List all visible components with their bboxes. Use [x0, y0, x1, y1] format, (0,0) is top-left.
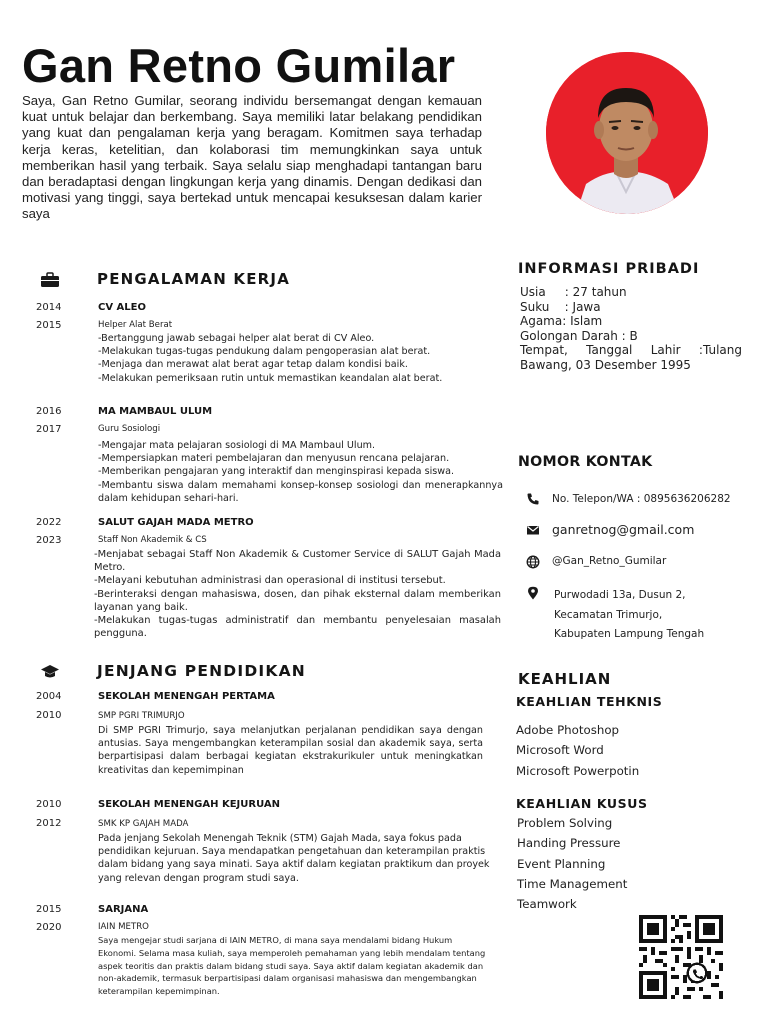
job-duty: -Mengajar mata pelajaran sosiologi di MA Mambaul Ulum.: [98, 440, 376, 451]
job-role: Guru Sosiologi: [98, 424, 161, 434]
info-birth: Tempat, Tanggal Lahir :Tulang Bawang, 03 Desember 1995: [520, 343, 742, 372]
edu-start-year: 2010: [36, 799, 62, 810]
skill-item: Microsoft Word: [516, 743, 604, 758]
job-end-year: 2017: [36, 424, 62, 435]
location-pin-icon: [526, 586, 540, 600]
globe-icon: [526, 555, 540, 569]
education-title: JENJANG PENDIDIKAN: [97, 662, 306, 680]
edu-end-year: 2010: [36, 710, 62, 721]
personal-info: [520, 285, 742, 373]
technical-skills-list: [516, 720, 639, 781]
address-line: Kabupaten Lampung Tengah: [554, 628, 705, 640]
job-duty: -Berinteraksi dengan mahasiswa, dosen, dan pihak eksternal dalam memberikan layanan yang baik.: [94, 588, 501, 613]
edu-start-year: 2015: [36, 904, 62, 915]
skill-item: Microsoft Powerpotin: [516, 763, 640, 778]
job-role: Helper Alat Berat: [98, 320, 173, 330]
skill-item: Event Planning: [517, 856, 606, 871]
skill-item: Problem Solving: [517, 816, 613, 830]
special-skills-title: KEAHLIAN KUSUS: [516, 796, 648, 811]
job-duties: [94, 548, 501, 640]
graduation-cap-icon: [40, 664, 60, 680]
job-duty: -Memberikan pengajaran yang interaktif dan menginspirasi kepada siswa.: [98, 466, 455, 478]
job-end-year: 2023: [36, 535, 62, 546]
skill-item: Handing Pressure: [517, 836, 621, 851]
special-skills-list: [517, 813, 627, 914]
job-duty: -Melakukan tugas-tugas pendukung dalam pengoperasian alat berat.: [98, 346, 431, 358]
job-organization: SALUT GAJAH MADA METRO: [98, 517, 254, 528]
email-icon: [526, 523, 540, 537]
info-ethnicity: Suku : Jawa: [520, 299, 601, 314]
info-blood-type: Golongan Darah : B: [520, 328, 638, 343]
edu-level: SEKOLAH MENENGAH PERTAMA: [98, 691, 275, 702]
job-duty: -Membantu siswa dalam memahami konsep-konsep sosiologi dan menerapkannya dalam kehidupan sehari-hari.: [98, 479, 503, 504]
briefcase-icon: [40, 272, 60, 288]
job-duties: [98, 439, 503, 505]
contact-title: NOMOR KONTAK: [518, 454, 653, 470]
job-organization: CV ALEO: [98, 302, 147, 313]
profile-photo-illustration: [546, 52, 708, 214]
address-line: Purwodadi 13a, Dusun 2,: [554, 589, 686, 601]
job-organization: MA MAMBAUL ULUM: [98, 406, 213, 417]
email-address[interactable]: ganretnog@gmail.com: [552, 522, 695, 537]
skill-item: Time Management: [517, 876, 628, 891]
job-duty: -Melayani kebutuhan administrasi dan operasional di institusi tersebut.: [94, 575, 446, 587]
address-line: Kecamatan Trimurjo,: [554, 608, 663, 621]
experience-title: PENGALAMAN KERJA: [97, 270, 291, 288]
edu-end-year: 2020: [36, 922, 62, 933]
profile-photo: [546, 52, 708, 214]
info-age: Usia : 27 tahun: [520, 285, 627, 299]
edu-level: SEKOLAH MENENGAH KEJURUAN: [98, 799, 280, 810]
personal-info-title: INFORMASI PRIBADI: [518, 261, 700, 277]
phone-number[interactable]: No. Telepon/WA : 0895636206282: [552, 493, 731, 505]
skills-title: KEAHLIAN: [518, 670, 612, 688]
edu-end-year: 2012: [36, 818, 62, 829]
address: [554, 586, 704, 645]
skill-item: Teamwork: [517, 897, 577, 912]
job-start-year: 2022: [36, 517, 62, 528]
skill-item: Adobe Photoshop: [516, 723, 620, 737]
job-duty: -Mempersiapkan materi pembelajaran dan menyusun rencana pelajaran.: [98, 453, 450, 465]
technical-skills-title: KEAHLIAN TEHKNIS: [516, 694, 663, 709]
edu-description: Di SMP PGRI Trimurjo, saya melanjutkan perjalanan pendidikan saya dengan antusias. Saya mengembangkan keterampilan sosial dan akademik saya, serta berpartisipasi dalam berbagai kegiatan ekstrakurikuler untuk meningkatkan kreativitas dan kepemimpinan: [98, 725, 483, 776]
job-start-year: 2016: [36, 406, 62, 417]
social-handle[interactable]: @Gan_Retno_Gumilar: [552, 555, 667, 567]
edu-school: SMP PGRI TRIMURJO: [98, 711, 185, 721]
edu-description: Saya mengejar studi sarjana di IAIN METRO, di mana saya mendalami bidang Hukum Ekonomi. Selama masa kuliah, saya memperoleh pemahaman yang lebih mendalam tentang aspek teoritis dan praktis dalam bidang studi saya. Saya aktif dalam kegiatan akademik dan non-akademik, termasuk berpartisipasi dalam organisasi mahasiswa dan mengembangkan keterampilan kepemimpinan.: [98, 935, 486, 997]
job-duty: -Melakukan tugas-tugas administratif dan membantu penyelesaian masalah pengguna.: [94, 615, 501, 640]
intro-paragraph: Saya, Gan Retno Gumilar, seorang individu bersemangat dengan kemauan kuat untuk belajar dan berkembang. Saya memiliki latar belakang pendidikan yang kuat dan pengalaman kerja yang beragam. Komitmen saya terhadap kerja keras, ketelitian, dan kolaborasi tim memungkinkan saya untuk memberikan hasil yang terbaik. Saya selalu siap menghadapi tantangan baru dan beradaptasi dengan lingkungan kerja yang dinamis. Dengan dedikasi dan motivasi yang tinggi, saya bertekad untuk mencapai kesuksesan dalam karier saya: [22, 93, 482, 222]
job-duty: -Menjabat sebagai Staff Non Akademik & Customer Service di SALUT Gajah Mada Metro.: [94, 549, 501, 574]
job-duty: -Menjaga dan merawat alat berat agar tetap dalam kondisi baik.: [98, 359, 408, 371]
job-end-year: 2015: [36, 320, 62, 331]
job-start-year: 2014: [36, 302, 62, 313]
edu-start-year: 2004: [36, 691, 62, 702]
job-role: Staff Non Akademik & CS: [98, 535, 207, 545]
qr-code-icon[interactable]: [639, 915, 723, 999]
phone-icon: [526, 492, 540, 506]
edu-level: SARJANA: [98, 904, 149, 915]
job-duty: -Bertanggung jawab sebagai helper alat berat di CV Aleo.: [98, 333, 375, 344]
info-religion: Agama: Islam: [520, 314, 603, 329]
edu-description: Pada jenjang Sekolah Menengah Teknik (STM) Gajah Mada, saya fokus pada pendidikan kejuruan. Saya mendapatkan pengetahuan dan keterampilan praktis dalam bidang yang saya minati. Saya aktif dalam kegiatan praktikum dan proyek yang relevan dengan program studi saya.: [98, 833, 490, 884]
job-duty: -Melakukan pemeriksaan rutin untuk memastikan keandalan alat berat.: [98, 372, 443, 384]
edu-school: IAIN METRO: [98, 922, 149, 932]
edu-school: SMK KP GAJAH MADA: [98, 819, 189, 829]
person-name: Gan Retno Gumilar: [22, 39, 456, 92]
job-duties: [98, 332, 498, 385]
